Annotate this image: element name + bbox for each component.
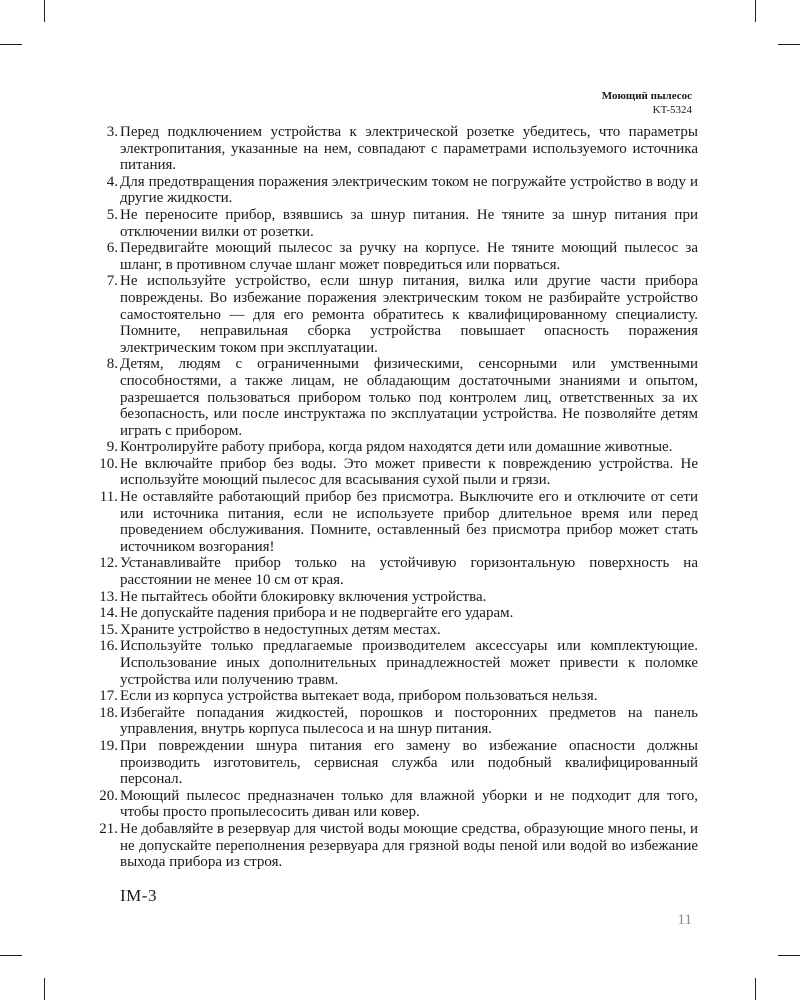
crop-mark — [44, 978, 45, 1000]
running-header — [602, 89, 692, 117]
item-text: Детям, людям с ограниченными физическими, сенсорными или умственными способностями, а также лицам, не обладающим достаточными знаниями и опытом, разрешается пользоваться прибором только под контролем лиц, ответственных за их безопасность, или после инструктажа по эксплуатации устройства. Не позволяйте детям играть с прибором. — [120, 356, 698, 439]
item-number: 12. — [99, 555, 118, 572]
item-text: Избегайте попадания жидкостей, порошков и посторонних предметов на панель управления, внутрь корпуса пылесоса и на шнур питания. — [120, 704, 698, 738]
list-item — [92, 788, 698, 821]
header-title: Моющий пылесос — [601, 90, 692, 102]
item-number: 18. — [99, 704, 118, 721]
item-text: Не используйте устройство, если шнур питания, вилка или другие части прибора повреждены. Во избежание поражения электрическим током не разбирайте устройство самостоятельно — для его ремонта обратитесь к квалифицированному специалисту. Помните, неправильная сборка устройства повышает опасность поражения электрическим током при эксплуатации. — [120, 273, 698, 356]
item-number: 4. — [106, 173, 118, 190]
crop-mark — [778, 44, 800, 45]
item-text: При повреждении шнура питания его замену во избежание опасности должны производить изготовитель, сервисная служба или подобный квалифицированный персонал. — [120, 737, 698, 788]
item-text: Храните устройство в недоступных детям местах. — [120, 621, 441, 638]
item-text: Не допускайте падения прибора и не подвергайте его ударам. — [120, 605, 514, 622]
list-item — [92, 124, 698, 174]
crop-mark — [44, 0, 45, 22]
list-item — [92, 605, 698, 622]
list-item — [92, 589, 698, 606]
item-text: Устанавливайте прибор только на устойчивую горизонтальную поверхность на расстоянии не менее 10 см от края. — [120, 555, 698, 589]
item-number: 16. — [99, 638, 118, 655]
doc-code: IM-3 — [120, 886, 157, 905]
item-text: Моющий пылесос предназначен только для влажной уборки и не подходит для того, чтобы просто пропылесосить диван или ковер. — [120, 787, 698, 821]
item-number: 7. — [106, 273, 118, 290]
item-text: Не пытайтесь обойти блокировку включения устройства. — [120, 588, 487, 605]
list-item — [92, 273, 698, 356]
item-number: 13. — [99, 588, 118, 605]
item-text: Используйте только предлагаемые производителем аксессуары или комплектующие. Использование иных дополнительных принадлежностей может привести к поломке устройства или получению травм. — [120, 638, 698, 688]
crop-mark — [755, 978, 756, 1000]
item-number: 19. — [99, 737, 118, 754]
item-number: 9. — [106, 439, 118, 456]
crop-mark — [755, 0, 756, 22]
crop-mark — [0, 955, 22, 956]
list-item — [92, 821, 698, 871]
item-text: Для предотвращения поражения электрическим током не погружайте устройство в воду и другие жидкости. — [120, 173, 698, 207]
list-item — [92, 439, 698, 456]
item-number: 8. — [106, 356, 118, 373]
item-number: 17. — [99, 688, 118, 705]
header-model: KT-5324 — [652, 104, 692, 116]
list-item — [92, 738, 698, 788]
list-item — [92, 240, 698, 273]
item-text: Перед подключением устройства к электрической розетке убедитесь, что параметры электропитания, указанные на нем, совпадают с параметрами используемого источника питания. — [120, 124, 698, 174]
safety-instructions-list — [92, 124, 698, 871]
item-text: Если из корпуса устройства вытекает вода, прибором пользоваться нельзя. — [120, 688, 598, 705]
item-number: 11. — [99, 489, 118, 506]
list-item — [92, 688, 698, 705]
item-number: 15. — [99, 621, 118, 638]
item-number: 14. — [99, 605, 118, 622]
list-item — [92, 356, 698, 439]
item-number: 6. — [106, 240, 118, 257]
item-text: Не оставляйте работающий прибор без присмотра. Выключите его и отключите от сети или источника питания, если не используете прибор длительное время или перед проведением обслуживания. Помните, оставленный без присмотра прибор может стать источником возгорания! — [120, 489, 698, 555]
list-item — [92, 555, 698, 588]
item-number: 20. — [99, 787, 118, 804]
list-item — [92, 705, 698, 738]
list-item — [92, 456, 698, 489]
crop-mark — [778, 955, 800, 956]
item-text: Не переносите прибор, взявшись за шнур питания. Не тяните за шнур питания при отключении вилки от розетки. — [120, 206, 698, 240]
item-number: 21. — [99, 820, 118, 837]
item-text: Не включайте прибор без воды. Это может привести к повреждению устройства. Не используйте моющий пылесос для всасывания сухой пыли и грязи. — [120, 455, 698, 489]
item-number: 10. — [99, 455, 118, 472]
list-item — [92, 489, 698, 555]
list-item — [92, 638, 698, 688]
list-item — [92, 174, 698, 207]
item-text: Не добавляйте в резервуар для чистой воды моющие средства, образующие много пены, и не допускайте переполнения резервуара для грязной воды пеной или водой во избежание выхода прибора из строя. — [120, 820, 698, 871]
list-item — [92, 207, 698, 240]
crop-mark — [0, 44, 22, 45]
item-text: Передвигайте моющий пылесос за ручку на корпусе. Не тяните моющий пылесос за шланг, в противном случае шланг может повредиться или порваться. — [120, 240, 698, 273]
item-number: 3. — [106, 124, 118, 140]
item-text: Контролируйте работу прибора, когда рядом находятся дети или домашние животные. — [120, 439, 673, 456]
list-item — [92, 622, 698, 639]
item-number: 5. — [106, 206, 118, 223]
page-number: 11 — [677, 912, 692, 928]
